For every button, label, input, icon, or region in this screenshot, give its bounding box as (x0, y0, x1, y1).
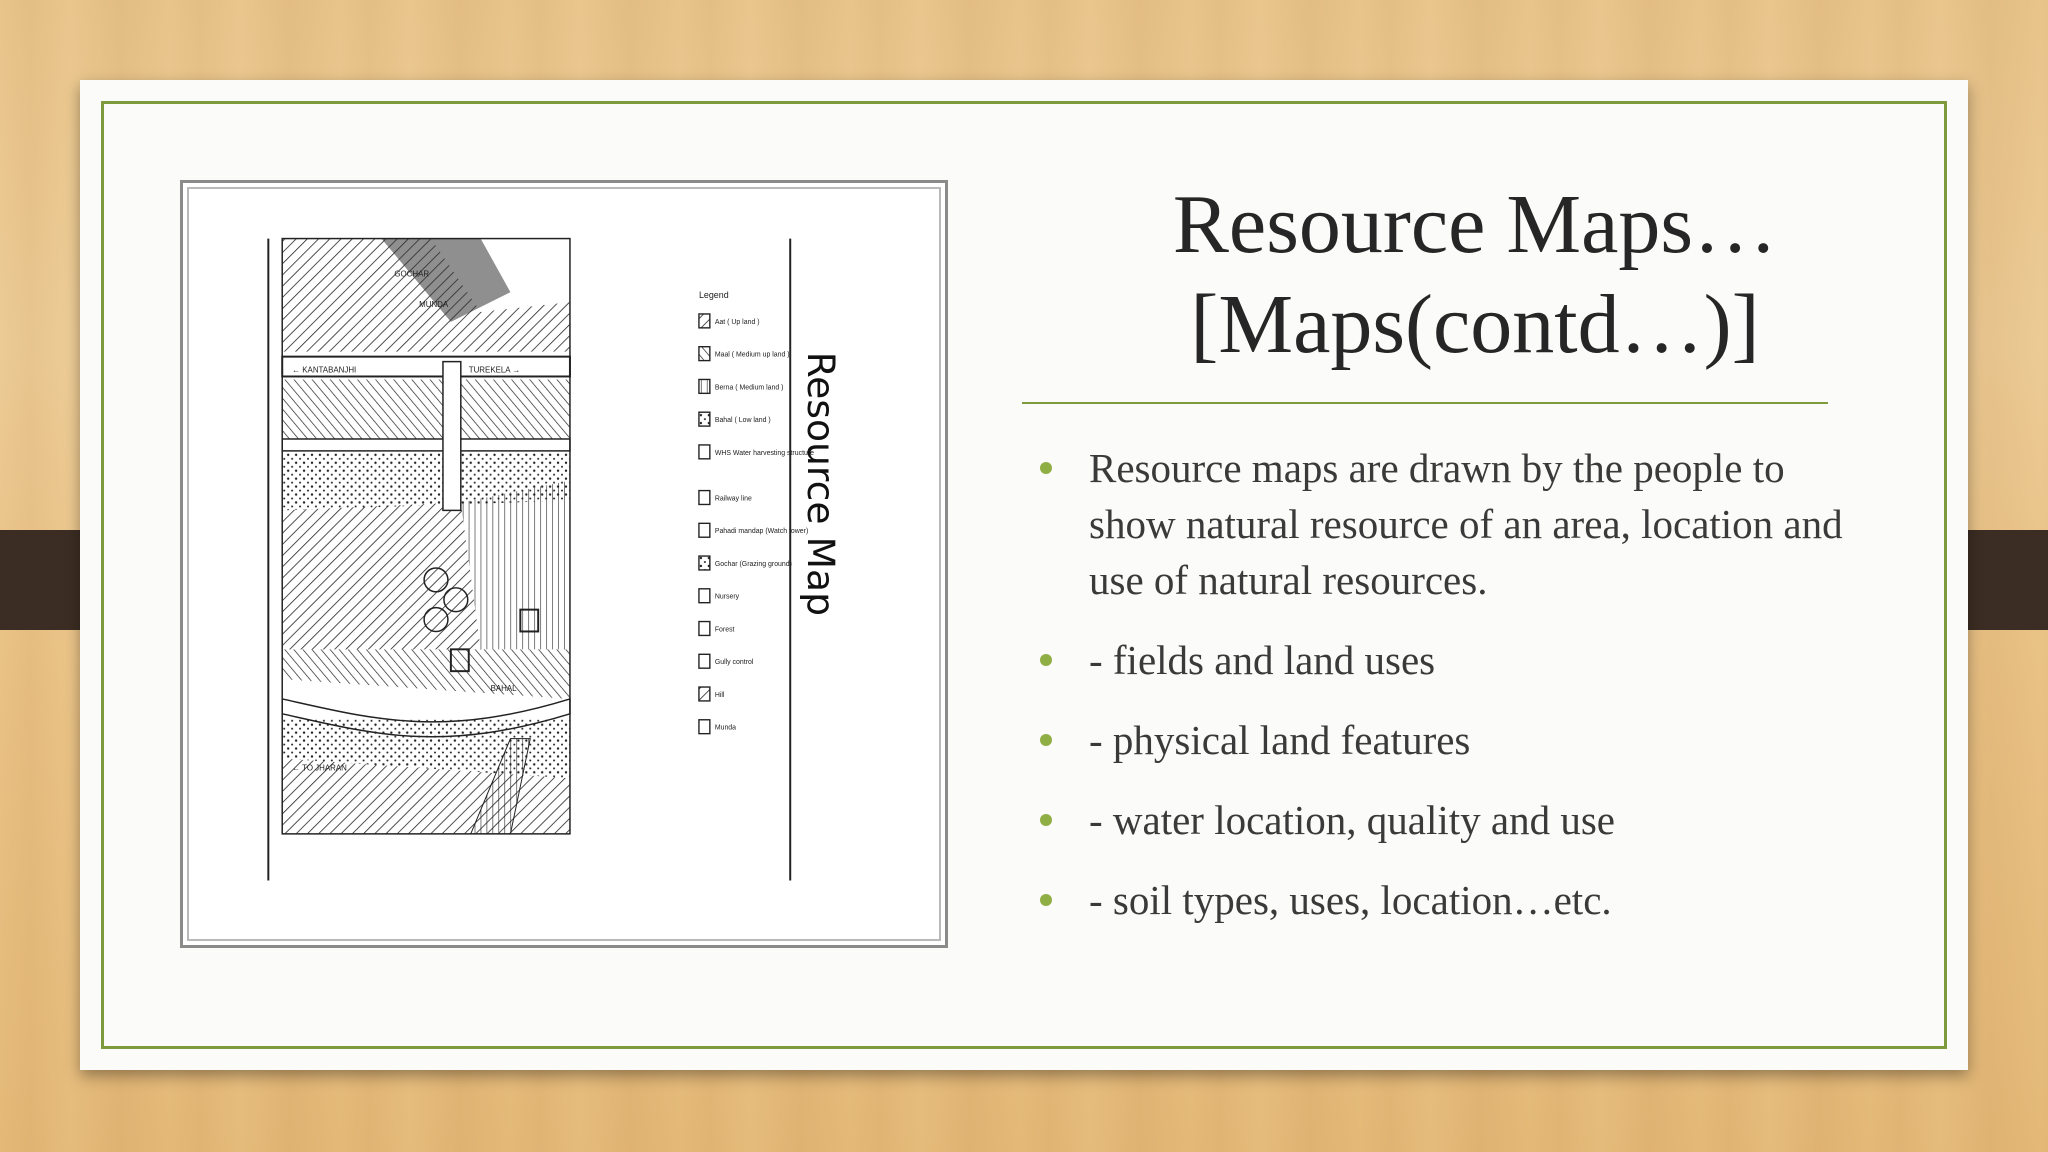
legend-item-label: Gochar (Grazing ground) (714, 560, 792, 568)
map-label-bahal: BAHAL (490, 684, 517, 693)
legend-item-label: Maal ( Medium up land ) (714, 351, 790, 359)
legend-item-label: Railway line (714, 495, 752, 503)
legend-swatch (699, 445, 710, 459)
bullet-dot-icon (1040, 462, 1052, 474)
legend-item-label: Hill (714, 691, 725, 699)
legend-swatch (699, 622, 710, 636)
legend-swatch (699, 314, 710, 328)
legend-item-label: Munda (714, 724, 737, 732)
bullet-list (1040, 440, 1860, 952)
map-label-kantabanjhi: ← KANTABANJHI (292, 365, 357, 375)
resource-map-drawing (183, 183, 945, 945)
bullet-text: Resource maps are drawn by the people to show natural resource of an area, location and use of natural resources. (1089, 445, 1843, 603)
legend-swatch (699, 412, 710, 426)
legend-swatch (699, 347, 710, 361)
bullet-item (1040, 440, 1860, 608)
legend-title: Legend (698, 290, 729, 301)
bullet-item (1040, 792, 1860, 848)
bullet-item (1040, 632, 1860, 688)
legend-item-label: Bahal ( Low land ) (714, 417, 771, 425)
bullet-dot-icon (1040, 654, 1052, 666)
legend-item-label: Forest (714, 626, 735, 634)
map-label-turekela: TUREKELA → (468, 365, 521, 375)
bullet-text: - physical land features (1089, 717, 1471, 763)
legend-item-label: Berna ( Medium land ) (714, 384, 784, 392)
legend-item-label: Gully control (714, 659, 754, 667)
slide-title-line-2: [Maps(contd…)] (1190, 278, 1760, 371)
legend-swatch (699, 523, 710, 537)
legend-swatch (699, 654, 710, 668)
bullet-text: - soil types, uses, location…etc. (1089, 877, 1612, 923)
legend-item-label: Aat ( Up land ) (714, 318, 760, 326)
bullet-item (1040, 712, 1860, 768)
legend-swatch (699, 687, 710, 701)
legend-item-label: Pahadi mandap (Watch tower) (714, 528, 809, 536)
slide-title (1025, 175, 1925, 375)
map-label-to-jharan: ← TO JHARAN (292, 763, 347, 773)
bullet-dot-icon (1040, 894, 1052, 906)
legend-item-label: WHS Water harvesting structure (714, 449, 815, 457)
bullet-item (1040, 872, 1860, 928)
legend-item-label: Nursery (714, 593, 740, 601)
legend-swatch (699, 491, 710, 505)
bullet-dot-icon (1040, 814, 1052, 826)
legend-swatch (699, 589, 710, 603)
title-underline (1022, 402, 1828, 404)
bullet-text: - water location, quality and use (1089, 797, 1615, 843)
slide-card (80, 80, 1968, 1070)
bullet-text: - fields and land uses (1089, 637, 1436, 683)
map-legend (699, 290, 814, 734)
figure-caption: Resource Map (799, 351, 844, 617)
slide-title-line-1: Resource Maps… (1172, 178, 1778, 271)
bullet-dot-icon (1040, 734, 1052, 746)
resource-map-image (180, 180, 948, 948)
map-label-gochar: GOCHAR (394, 269, 430, 279)
legend-swatch (699, 720, 710, 734)
legend-swatch (699, 379, 710, 393)
map-label-munda: MUNDA (419, 300, 449, 310)
legend-swatch (699, 556, 710, 570)
